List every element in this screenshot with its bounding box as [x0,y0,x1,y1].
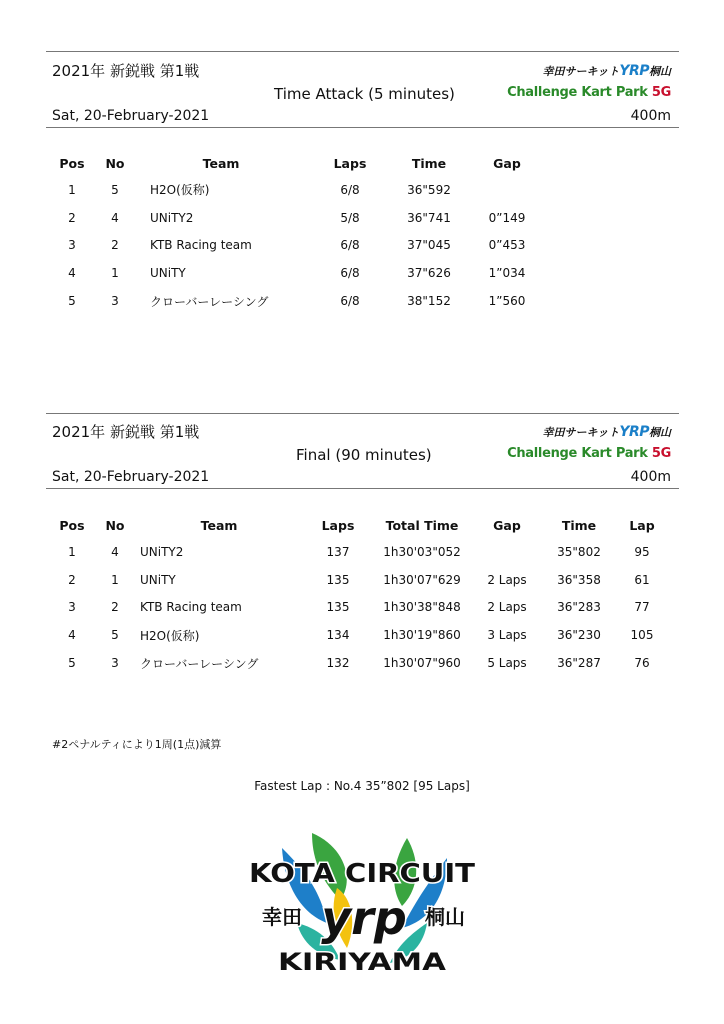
cell-gap: 2 Laps [487,600,527,615]
cell-gap: 5 Laps [487,656,527,671]
table-header-row [50,512,670,538]
cell-gap: 1”560 [488,294,526,309]
series-title: 2021年 新鋭戦 第1戦 [52,62,200,80]
col-time: Time [411,155,447,171]
cell-laps: 6/8 [340,238,360,253]
col-gap: Gap [493,155,521,171]
cell-pos: 3 [68,238,76,253]
brand-kota: 幸田サーキット [542,426,620,439]
col-team: Team [200,517,238,533]
brand-park: Park [615,446,648,461]
cell-lap: 77 [634,600,650,615]
col-no: No [105,155,125,171]
table-row [50,649,670,677]
table-header-row [50,150,550,176]
cell-lap: 95 [634,544,650,559]
cell-team: UNiTY2 [150,210,194,225]
cell-total-time: 1h30'19"860 [383,628,461,643]
event-date: Sat, 20-February-2021 [52,108,210,124]
series-title: 2021年 新鋭戦 第1戦 [52,423,200,441]
cell-gap: 2 Laps [487,572,527,587]
cell-gap: 0”453 [488,238,526,253]
col-laps: Laps [321,517,355,533]
cell-team: UNiTY [140,572,176,587]
col-pos: Pos [59,155,85,171]
cell-no: 2 [111,600,119,615]
cell-pos: 4 [68,628,76,643]
cell-total-time: 1h30'07"960 [383,656,461,671]
final-table [50,512,670,677]
cell-time: 38"152 [407,294,451,309]
cell-lap: 105 [630,628,654,643]
cell-no: 5 [111,628,119,643]
cell-time: 35"802 [557,544,601,559]
cell-laps: 135 [326,572,350,587]
brand-challenge: Challenge [507,85,578,100]
cell-team: UNiTY [150,266,186,281]
cell-time: 37"045 [407,238,451,253]
brand-kiriyama: 桐山 [649,65,671,78]
cell-laps: 6/8 [340,266,360,281]
cell-laps: 132 [326,656,350,671]
cell-no: 1 [111,572,119,587]
logo-right-text: 桐山 [425,905,465,929]
table-row [50,287,550,315]
cell-gap: 1”034 [488,266,526,281]
col-total-time: Total Time [385,517,459,533]
cell-team: KTB Racing team [140,600,242,615]
session-title: Time Attack (5 minutes) [274,85,455,103]
brand-kota: 幸田サーキット [542,65,620,78]
col-team: Team [202,155,240,171]
cell-time: 36"283 [557,600,601,615]
brand-kart: Kart [581,446,612,461]
table-row [50,538,670,566]
cell-no: 3 [111,294,119,309]
cell-team: H2O(仮称) [140,628,200,643]
cell-laps: 6/8 [340,294,360,309]
cell-gap [470,538,544,566]
cell-laps: 137 [326,544,350,559]
cell-pos: 1 [68,544,76,559]
col-no: No [105,517,125,533]
cell-laps: 134 [326,628,350,643]
cell-team: UNiTY2 [140,544,184,559]
cell-no: 1 [111,266,119,281]
kota-circuit-kiriyama-logo [242,828,482,978]
cell-team: H2O(仮称) [150,183,210,198]
table-row [50,566,670,594]
brand-5g: 5G [651,85,671,100]
cell-pos: 5 [68,294,76,309]
session-title: Final (90 minutes) [296,446,432,464]
table-row [50,204,550,232]
cell-time: 36"741 [407,210,451,225]
fastest-lap: Fastest Lap : No.4 35”802 [95 Laps] [254,779,470,793]
cell-lap: 76 [634,656,650,671]
cell-time: 36"592 [407,182,451,197]
col-lap: Lap [629,517,655,533]
col-time: Time [561,517,597,533]
cell-laps: 6/8 [340,182,360,197]
logo-top-text: KOTA CIRCUIT [249,859,476,889]
logo-left-text: 幸田 [262,905,302,929]
cell-team: クローバーレーシング [140,656,259,671]
brand-challenge: Challenge [507,446,578,461]
col-gap: Gap [493,517,521,533]
cell-no: 2 [111,238,119,253]
cell-team: KTB Racing team [150,238,252,253]
table-row [50,594,670,622]
brand-kiriyama: 桐山 [649,426,671,439]
header-rule [46,127,679,128]
cell-no: 5 [111,182,119,197]
cell-team: クローバーレーシング [150,294,269,309]
track-distance: 400m [630,469,671,485]
brand-yrp: YRP [619,424,649,440]
cell-no: 3 [111,656,119,671]
track-distance: 400m [630,108,671,124]
cell-no: 4 [111,544,119,559]
logo-bottom-text: KIRIYAMA [278,948,447,976]
kota-yrp-kiriyama-brand [543,424,671,440]
penalty-note: #2ペナルティにより1周(1点)減算 [52,738,222,751]
cell-laps: 5/8 [340,210,360,225]
table-row [50,232,550,260]
cell-pos: 3 [68,600,76,615]
cell-time: 36"287 [557,656,601,671]
cell-time: 36"358 [557,572,601,587]
table-row [50,621,670,649]
cell-time: 36"230 [557,628,601,643]
cell-laps: 135 [326,600,350,615]
cell-no: 4 [111,210,119,225]
cell-gap: 0”149 [488,210,526,225]
cell-total-time: 1h30'03"052 [383,544,461,559]
cell-pos: 2 [68,210,76,225]
challenge-kart-park-brand [507,446,671,461]
top-rule [46,51,679,52]
time-attack-table [50,150,550,315]
cell-total-time: 1h30'38"848 [383,600,461,615]
brand-yrp: YRP [619,63,649,79]
table-row [50,176,550,204]
brand-5g: 5G [651,446,671,461]
cell-pos: 4 [68,266,76,281]
col-pos: Pos [59,517,85,533]
cell-total-time: 1h30'07"629 [383,572,461,587]
cell-gap: 3 Laps [487,628,527,643]
table-row [50,259,550,287]
col-laps: Laps [333,155,367,171]
cell-gap [464,176,550,204]
challenge-kart-park-brand [507,85,671,100]
cell-pos: 5 [68,656,76,671]
brand-park: Park [615,85,648,100]
cell-time: 37"626 [407,266,451,281]
event-date: Sat, 20-February-2021 [52,469,210,485]
cell-pos: 1 [68,182,76,197]
kota-yrp-kiriyama-brand [543,63,671,79]
top-rule [46,413,679,414]
cell-pos: 2 [68,572,76,587]
logo-yrp-mark: yrp [321,891,407,945]
header-rule [46,488,679,489]
cell-lap: 61 [634,572,650,587]
brand-kart: Kart [581,85,612,100]
